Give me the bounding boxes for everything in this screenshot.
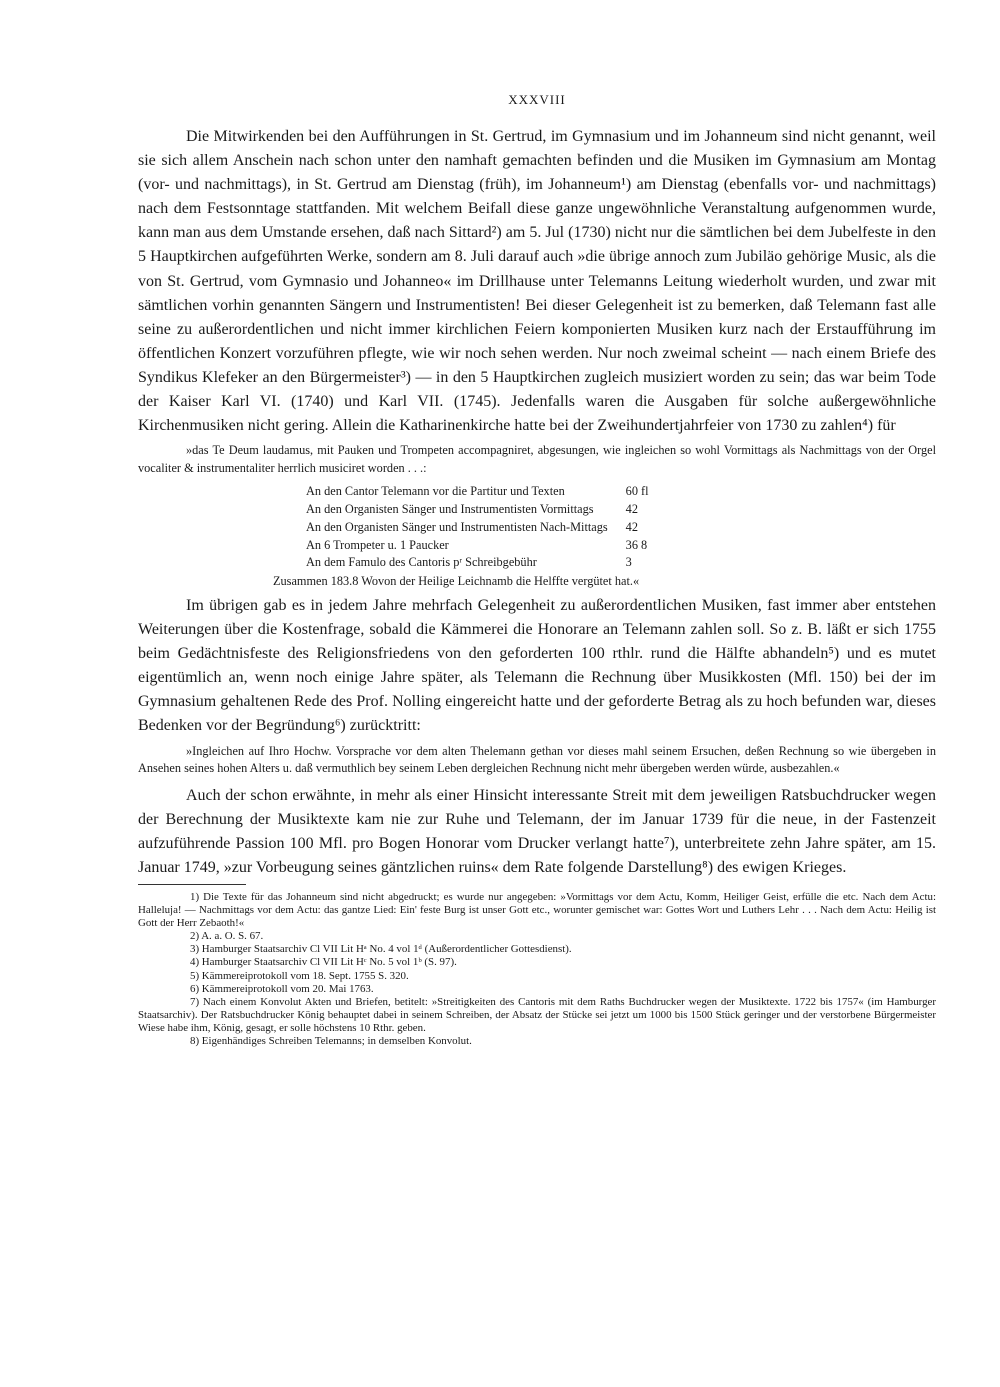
cost-amount: 3 (625, 555, 632, 570)
cost-label: An den Organisten Sänger und Instrumentisten Nach-Mittags (306, 519, 608, 534)
cost-amount: 42 (625, 519, 638, 534)
quote-te-deum: »das Te Deum laudamus, mit Pauken und Trompeten accompagniret, abgesungen, wie ingleichen so wohl Vormittags als Nachmittags von der Orgel vocaliter & instrumentaliter herrlich musiciret worden . . .: (138, 443, 936, 475)
footnote-5: 5) Kämmereiprotokoll vom 18. Sept. 1755 S. 320. (190, 969, 409, 982)
footnote-divider (138, 884, 246, 885)
cost-row (306, 519, 666, 537)
paragraph-3: Auch der schon erwähnte, in mehr als einer Hinsicht interessante Streit mit dem jeweiligen Ratsbuchdrucker wegen der Berechnung der Musiktexte kam nie zur Ruhe und Telemann, der im Januar 1739 für die neue, in der Fastenzeit aufzuführende Passion 100 Mfl. pro Bogen Honorar vom Drucker verlangt hatte⁷), unterbreitete zehn Jahre später, am 15. Januar 1749, »zur Vorbeugung seines gäntzlichen ruins« dem Rate folgende Darstellung⁸) des ewigen Krieges. (138, 786, 936, 876)
cost-label: An dem Famulo des Cantoris pʳ Schreibgebühr (306, 555, 537, 570)
footnote-4: 4) Hamburger Staatsarchiv Cl VII Lit Hᶜ No. 5 vol 1ᵇ (S. 97). (190, 956, 457, 969)
cost-label: An den Organisten Sänger und Instrumentisten Vormittags (306, 502, 594, 517)
paragraph-2: Im übrigen gab es in jedem Jahre mehrfach Gelegenheit zu außerordentlichen Musiken, fast immer aber entstehen Weiterungen über die Kostenfrage, sobald die Kämmerei die Honorare an Telemann zahlen soll. So z. B. läßt er sich 1755 beim Gedächtnisfeste des Religionsfriedens von den geforderten 100 rthlr. rund die Hälfte abhandeln⁵) und es mutet eigentümlich an, wenn noch einige Jahre später, als Telemann die Rechnung über Musikkosten (Mfl. 150) bei der im Gymnasium gehaltenen Rede des Prof. Nolling eingereicht hatte und der geforderte Betrag als zu hoch befunden war, dieses Bedenken vor der Begründung⁶) zurücktritt: (138, 597, 936, 735)
cost-amount: 36 8 (625, 537, 648, 552)
cost-row (306, 483, 666, 501)
cost-row (306, 537, 666, 555)
footnote-7: 7) Nach einem Konvolut Akten und Briefen, betitelt: »Streitigkeiten des Cantoris mit dem Raths Buchdrucker wegen der Musiktexte. 1722 bis 1757« (im Hamburger Staatsarchiv). Der Ratsbuchdrucker König behauptet dabei in seinem Schreiben, der Absatz der Stücke sei jetzt um 1000 bis 1500 Stück geringer und der verstorbene Bürgermeister Wiese habe ihm, König, gesagt, er solle höchstens 10 Rthr. geben. (138, 995, 936, 1034)
footnote-8: 8) Eigenhändiges Schreiben Telemanns; in demselben Konvolut. (190, 1034, 472, 1047)
cost-row (306, 554, 666, 572)
cost-label: An den Cantor Telemann vor die Partitur und Texten (306, 484, 565, 499)
quote-council: »Ingleichen auf Ihro Hochw. Vorsprache vor dem alten Thelemann gethan vor dieses mahl seinem Ersuchen, deßen Rechnung so wie übergeben in Ansehen seines hohen Alters u. daß vermuthlich bey seinem Leben dergleichen Rechnung nicht mehr übergeben werden würde, ausbezahlen.« (138, 743, 936, 776)
cost-amount: 42 (625, 502, 638, 517)
cost-table (306, 483, 666, 572)
paragraph-1: Die Mitwirkenden bei den Aufführungen in St. Gertrud, im Gymnasium und im Johanneum sind nicht genannt, weil sie sich allem Anschein nach schon unter den namhaft gemachten befinden und die Musiken im Gymnasium am Montag (vor- und nachmittags), in St. Gertrud am Dienstag (früh), im Johanneum¹) am Dienstag (ebenfalls vor- und nachmittags) nach dem Festsonntage stattfanden. Mit welchem Beifall diese ganze ungewöhnliche Veranstaltung aufgenommen wurde, kann man aus dem Umstande ersehen, daß nach Sittard²) am 5. Jul (1730) nicht nur die sämtlichen bei dem Jubelfeste in den 5 Hauptkirchen aufgeführten Werke, sondern am 8. Juli darauf auch »die übrige annoch zum Jubiläo gehörige Music, als die von St. Gertrud, vom Gymnasio und Johanneo« im Drillhause unter Telemanns Leitung wiederholt wurden, und zwar mit sämtlichen vorhin genannten Sängern und Instrumentisten! Bei dieser Gelegenheit ist zu bemerken, daß Telemann fast alle seine zu außerordentlichen und nicht immer kirchlichen Feiern komponierten Musiken kurz nach der Erstaufführung im öffentlichen Konzert vorzuführen pflegte, wie wir noch sehen werden. Nur noch zweimal scheint — nach einem Briefe des Syndikus Klefeker an den Bürgermeister³) — in den 5 Hauptkirchen zugleich musiziert worden zu sein; das war beim Tode der Kaiser Karl VI. (1740) und Karl VII. (1745). Jedenfalls waren die Ausgaben für solche außergewöhnliche Kirchenmusiken nicht gering. Allein die Katharinenkirche hatte bei der Zweihundertjahrfeier von 1730 zu zahlen⁴) für (138, 128, 936, 435)
cost-total: Zusammen 183.8 Wovon der Heilige Leichnamb die Helffte vergütet hat.« (273, 574, 640, 589)
footnote-2: 2) A. a. O. S. 67. (190, 930, 264, 943)
footnote-1: 1) Die Texte für das Johanneum sind nicht abgedruckt; es wurde nur angegeben: »Vormittags vor dem Actu, Komm, Heiliger Geist, erfülle die etc. Nach dem Actu: Halleluja! — Nachmittags vor dem Actu: das gantze Lied: Ein' feste Burg ist unser Gott etc., worunter gemischet war: Gottes Wort und Luthers Lehr . . . Nach dem Actu: Heilig ist Gott der Herr Zebaoth!« (138, 890, 936, 930)
footnote-6: 6) Kämmereiprotokoll vom 20. Mai 1763. (190, 982, 374, 995)
document-page (138, 92, 936, 1048)
footnotes (138, 891, 936, 1048)
page-number: XXXVIII (508, 92, 566, 107)
footnote-3: 3) Hamburger Staatsarchiv Cl VII Lit Hᵃ No. 4 vol 1ᵈ (Außerordentlicher Gottesdienst). (190, 943, 572, 956)
cost-amount: 60 fl (625, 484, 649, 499)
cost-label: An 6 Trompeter u. 1 Paucker (306, 537, 449, 552)
cost-row (306, 501, 666, 519)
